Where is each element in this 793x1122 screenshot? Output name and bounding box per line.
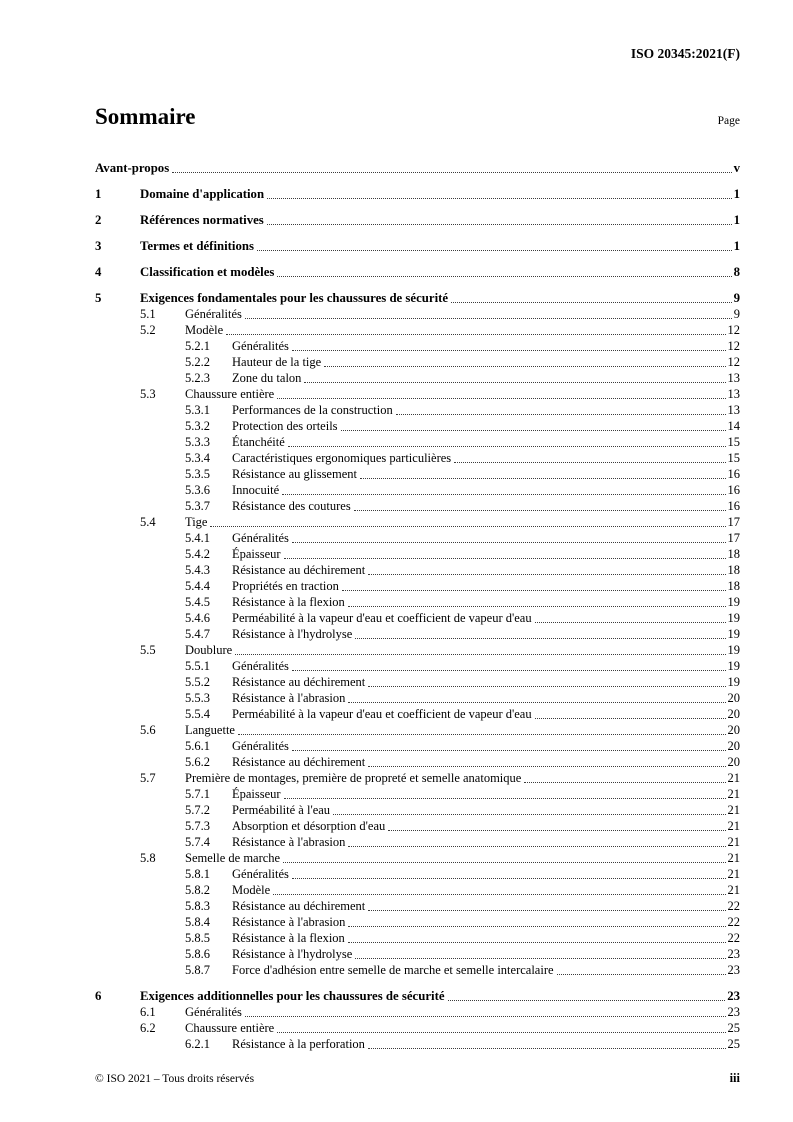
toc-entry-page: 9 xyxy=(733,307,740,321)
toc-entry-number: 3 xyxy=(95,239,102,253)
dot-leader xyxy=(292,878,726,879)
toc-entry-page: 21 xyxy=(727,867,740,881)
toc-entry xyxy=(95,754,740,770)
toc-heading xyxy=(95,104,740,130)
toc-entry-label: Généralités xyxy=(185,1005,242,1019)
toc-entry-number: 5.7.3 xyxy=(185,819,210,833)
toc-entry xyxy=(95,370,740,386)
page-footer xyxy=(95,1071,740,1086)
toc-entry-page: 23 xyxy=(727,1005,740,1019)
dot-leader xyxy=(454,462,725,463)
toc-entry-page: 16 xyxy=(727,483,740,497)
dot-leader xyxy=(348,606,726,607)
document-reference: ISO 20345:2021(F) xyxy=(630,46,740,61)
toc-entry xyxy=(95,186,740,202)
toc-entry-label: Épaisseur xyxy=(232,547,281,561)
toc-entry xyxy=(95,946,740,962)
toc-entry xyxy=(95,626,740,642)
toc-entry-page: 13 xyxy=(727,371,740,385)
dot-leader xyxy=(342,590,726,591)
toc-entry-label: Résistance à la perforation xyxy=(232,1037,365,1051)
toc-entry-number: 5.7.1 xyxy=(185,787,210,801)
toc-entry-page: 8 xyxy=(733,265,740,279)
toc-entry-number: 5.8 xyxy=(140,851,156,865)
toc-entry-page: 13 xyxy=(727,403,740,417)
toc-entry xyxy=(95,834,740,850)
toc-entry-label: Résistance à l'abrasion xyxy=(232,691,346,705)
toc-entry xyxy=(95,658,740,674)
dot-leader xyxy=(368,910,725,911)
toc-entry-label: Références normatives xyxy=(140,213,264,227)
toc-entry-label: Résistance au glissement xyxy=(232,467,357,481)
toc-entry xyxy=(95,322,740,338)
toc-entry xyxy=(95,418,740,434)
toc-entry-label: Languette xyxy=(185,723,235,737)
toc-entry-label: Généralités xyxy=(232,531,289,545)
toc-entry-label: Avant-propos xyxy=(95,161,170,175)
dot-leader xyxy=(284,558,726,559)
toc-entry xyxy=(95,642,740,658)
toc-entry-label: Perméabilité à l'eau xyxy=(232,803,331,817)
page-number-folio: iii xyxy=(729,1071,740,1085)
toc-entry-label: Résistance à la flexion xyxy=(232,931,345,945)
toc-entry-label: Performances de la construction xyxy=(232,403,393,417)
toc-entry xyxy=(95,212,740,228)
dot-leader xyxy=(277,276,731,277)
dot-leader xyxy=(210,526,725,527)
toc-entry-page: 25 xyxy=(727,1021,740,1035)
toc-entry-label: Généralités xyxy=(185,307,242,321)
toc-entry-label: Résistance au déchirement xyxy=(232,755,366,769)
dot-leader xyxy=(368,766,725,767)
dot-leader xyxy=(368,686,725,687)
toc-entry-number: 5.5 xyxy=(140,643,156,657)
toc-entry xyxy=(95,850,740,866)
dot-leader xyxy=(245,1016,726,1017)
toc-entry-number: 5.5.2 xyxy=(185,675,210,689)
dot-leader xyxy=(284,798,726,799)
toc-entry-number: 5.7.4 xyxy=(185,835,210,849)
toc-entry xyxy=(95,354,740,370)
toc-entry-label: Chaussure entière xyxy=(185,387,275,401)
toc-entry-page: 19 xyxy=(727,659,740,673)
toc-entry-page: 15 xyxy=(727,435,740,449)
toc-entry-number: 5.8.7 xyxy=(185,963,210,977)
toc-entry-page: 15 xyxy=(727,451,740,465)
toc-entry-label: Résistance à la flexion xyxy=(232,595,345,609)
toc-entry-label: Absorption et désorption d'eau xyxy=(232,819,386,833)
dot-leader xyxy=(292,750,726,751)
dot-leader xyxy=(288,446,726,447)
toc-entry-number: 5.3.6 xyxy=(185,483,210,497)
toc-entry-label: Résistance à l'abrasion xyxy=(232,915,346,929)
dot-leader xyxy=(348,846,725,847)
toc-entry xyxy=(95,610,740,626)
toc-entry-label: Classification et modèles xyxy=(140,265,275,279)
toc-entry-page: 9 xyxy=(733,291,740,305)
toc-entry-page: 23 xyxy=(727,947,740,961)
toc-entry xyxy=(95,988,740,1004)
toc-entry-label: Généralités xyxy=(232,739,289,753)
toc-entry-number: 5.3.1 xyxy=(185,403,210,417)
toc-entry-label: Perméabilité à la vapeur d'eau et coefficient de vapeur d'eau xyxy=(232,611,532,625)
toc-entry-number: 5.2.2 xyxy=(185,355,210,369)
dot-leader xyxy=(368,574,725,575)
toc-entry xyxy=(95,434,740,450)
toc-entry-page: 12 xyxy=(727,355,740,369)
toc-entry-page: 16 xyxy=(727,499,740,513)
toc-entry-number: 5.4.1 xyxy=(185,531,210,545)
toc-entry-label: Résistance des coutures xyxy=(232,499,351,513)
toc-entry-number: 5.5.1 xyxy=(185,659,210,673)
toc-entry-page: 20 xyxy=(727,723,740,737)
toc-entry-page: 19 xyxy=(727,675,740,689)
toc-entry-label: Propriétés en traction xyxy=(232,579,339,593)
toc-entry xyxy=(95,530,740,546)
toc-entry-label: Résistance au déchirement xyxy=(232,563,366,577)
toc-entry-label: Exigences fondamentales pour les chaussures de sécurité xyxy=(140,291,449,305)
toc-entry-label: Caractéristiques ergonomiques particulières xyxy=(232,451,452,465)
toc-entry-number: 5.4.4 xyxy=(185,579,210,593)
toc-entry-page: 20 xyxy=(727,755,740,769)
toc-entry-number: 5.1 xyxy=(140,307,156,321)
toc-entry-label: Force d'adhésion entre semelle de marche et semelle intercalaire xyxy=(232,963,554,977)
toc-entry-number: 1 xyxy=(95,187,102,201)
toc-entry-label: Exigences additionnelles pour les chaussures de sécurité xyxy=(140,989,445,1003)
toc-entry-page: 18 xyxy=(727,563,740,577)
toc-entry xyxy=(95,264,740,280)
toc-entry-number: 2 xyxy=(95,213,102,227)
dot-leader xyxy=(354,510,726,511)
toc-entry xyxy=(95,450,740,466)
toc-entry-number: 5.8.2 xyxy=(185,883,210,897)
toc-entry-number: 5.2 xyxy=(140,323,156,337)
dot-leader xyxy=(348,702,725,703)
toc-entry-number: 5.4.7 xyxy=(185,627,210,641)
toc-entry-number: 5.3.4 xyxy=(185,451,210,465)
toc-entry-number: 5.8.1 xyxy=(185,867,210,881)
dot-leader xyxy=(333,814,725,815)
toc-entry-label: Généralités xyxy=(232,659,289,673)
toc-entry-label: Termes et définitions xyxy=(140,239,254,253)
toc-entry-page: 19 xyxy=(727,611,740,625)
dot-leader xyxy=(348,926,725,927)
dot-leader xyxy=(238,734,726,735)
toc-entry-label: Hauteur de la tige xyxy=(232,355,322,369)
toc-entry xyxy=(95,306,740,322)
dot-leader xyxy=(292,350,726,351)
toc-entry-page: 14 xyxy=(727,419,740,433)
toc-entry-page: 21 xyxy=(727,883,740,897)
toc-entry-number: 5.8.5 xyxy=(185,931,210,945)
toc-entry-number: 5.3 xyxy=(140,387,156,401)
toc-entry-page: 22 xyxy=(727,931,740,945)
toc-entry-page: 21 xyxy=(727,851,740,865)
dot-leader xyxy=(535,622,726,623)
toc-entry-label: Modèle xyxy=(232,883,271,897)
toc-entry xyxy=(95,1020,740,1036)
toc-entry xyxy=(95,930,740,946)
toc-entry-page: v xyxy=(733,161,740,175)
toc-entry-number: 5.4.2 xyxy=(185,547,210,561)
toc-entry xyxy=(95,482,740,498)
dot-leader xyxy=(277,398,725,399)
toc-entry-page: 18 xyxy=(727,579,740,593)
dot-leader xyxy=(341,430,726,431)
toc-entry xyxy=(95,738,740,754)
toc-entry-page: 20 xyxy=(727,739,740,753)
toc-entry-number: 6.2.1 xyxy=(185,1037,210,1051)
dot-leader xyxy=(448,1000,726,1001)
dot-leader xyxy=(267,198,732,199)
toc-entry-page: 1 xyxy=(733,187,740,201)
toc-entry-page: 1 xyxy=(733,239,740,253)
dot-leader xyxy=(360,478,726,479)
toc-entry xyxy=(95,466,740,482)
toc-entry xyxy=(95,594,740,610)
toc-entry-label: Résistance à l'abrasion xyxy=(232,835,346,849)
toc-entry-number: 5.4.5 xyxy=(185,595,210,609)
toc-entry-number: 5.7.2 xyxy=(185,803,210,817)
dot-leader xyxy=(172,172,731,173)
toc-entry-label: Étanchéité xyxy=(232,435,285,449)
toc-entry-label: Épaisseur xyxy=(232,787,281,801)
toc-entry-page: 22 xyxy=(727,899,740,913)
toc-entry-label: Semelle de marche xyxy=(185,851,281,865)
toc-entry xyxy=(95,402,740,418)
toc-entry-number: 5.4 xyxy=(140,515,156,529)
dot-leader xyxy=(245,318,732,319)
toc-entry xyxy=(95,786,740,802)
toc-entry-label: Zone du talon xyxy=(232,371,302,385)
toc-entry xyxy=(95,882,740,898)
dot-leader xyxy=(396,414,726,415)
toc-entry xyxy=(95,338,740,354)
toc-entry-page: 12 xyxy=(727,339,740,353)
dot-leader xyxy=(451,302,732,303)
toc-entry-page: 18 xyxy=(727,547,740,561)
toc-entry-page: 13 xyxy=(727,387,740,401)
toc-entry xyxy=(95,578,740,594)
toc-entry xyxy=(95,498,740,514)
toc-entry-page: 16 xyxy=(727,467,740,481)
toc-entry-page: 20 xyxy=(727,691,740,705)
dot-leader xyxy=(557,974,726,975)
toc-entry-page: 19 xyxy=(727,595,740,609)
toc-entry-page: 21 xyxy=(727,835,740,849)
toc-entry-number: 5.5.3 xyxy=(185,691,210,705)
toc-entry xyxy=(95,562,740,578)
toc-entry-number: 5.8.6 xyxy=(185,947,210,961)
toc-entry-label: Résistance au déchirement xyxy=(232,675,366,689)
toc-entry-number: 5.4.3 xyxy=(185,563,210,577)
toc-entry xyxy=(95,238,740,254)
toc-entry-number: 5.5.4 xyxy=(185,707,210,721)
toc-entry-page: 23 xyxy=(727,989,740,1003)
toc-entry xyxy=(95,914,740,930)
toc-entry xyxy=(95,160,740,176)
toc-entry-number: 5.6.1 xyxy=(185,739,210,753)
toc-entry xyxy=(95,386,740,402)
dot-leader xyxy=(235,654,725,655)
toc-entry-label: Résistance à l'hydrolyse xyxy=(232,947,353,961)
dot-leader xyxy=(368,1048,726,1049)
toc-entry-label: Protection des orteils xyxy=(232,419,338,433)
toc-entry-page: 1 xyxy=(733,213,740,227)
dot-leader xyxy=(273,894,725,895)
toc-entry-number: 5.3.2 xyxy=(185,419,210,433)
dot-leader xyxy=(355,638,725,639)
toc-entry-number: 5.4.6 xyxy=(185,611,210,625)
toc-entry-page: 19 xyxy=(727,643,740,657)
toc-entry-number: 5 xyxy=(95,291,102,305)
toc-entry xyxy=(95,770,740,786)
toc-entry xyxy=(95,674,740,690)
toc-entry-number: 6 xyxy=(95,989,102,1003)
dot-leader xyxy=(348,942,726,943)
dot-leader xyxy=(283,862,725,863)
toc-entry xyxy=(95,1004,740,1020)
toc-entry xyxy=(95,898,740,914)
dot-leader xyxy=(304,382,725,383)
toc-entry-number: 5.7 xyxy=(140,771,156,785)
toc-entry xyxy=(95,706,740,722)
toc-entry-page: 17 xyxy=(727,515,740,529)
toc-entry xyxy=(95,514,740,530)
toc-entry-number: 5.3.7 xyxy=(185,499,210,513)
dot-leader xyxy=(324,366,725,367)
dot-leader xyxy=(257,250,732,251)
toc-entry-label: Chaussure entière xyxy=(185,1021,275,1035)
dot-leader xyxy=(535,718,726,719)
toc-entry-number: 6.1 xyxy=(140,1005,156,1019)
dot-leader xyxy=(282,494,725,495)
toc-entry-number: 6.2 xyxy=(140,1021,156,1035)
toc-entry-number: 4 xyxy=(95,265,102,279)
toc-entry-label: Doublure xyxy=(185,643,233,657)
toc-entry-label: Innocuité xyxy=(232,483,280,497)
toc-entry xyxy=(95,802,740,818)
toc-entry-page: 21 xyxy=(727,787,740,801)
toc-entry-number: 5.6 xyxy=(140,723,156,737)
toc-entry-page: 23 xyxy=(727,963,740,977)
toc-entry xyxy=(95,962,740,978)
toc-entry-label: Généralités xyxy=(232,867,289,881)
toc-entry xyxy=(95,866,740,882)
toc-entry-page: 20 xyxy=(727,707,740,721)
toc-entry-page: 25 xyxy=(727,1037,740,1051)
toc-entry-label: Résistance au déchirement xyxy=(232,899,366,913)
toc-entry-number: 5.2.3 xyxy=(185,371,210,385)
toc-entry-page: 17 xyxy=(727,531,740,545)
toc-entry-label: Modèle xyxy=(185,323,224,337)
toc-entry xyxy=(95,690,740,706)
page-title: Sommaire xyxy=(95,104,196,129)
toc-entry-number: 5.8.3 xyxy=(185,899,210,913)
page-column-label: Page xyxy=(717,115,740,127)
toc-entry-number: 5.6.2 xyxy=(185,755,210,769)
toc-entry-label: Perméabilité à la vapeur d'eau et coefficient de vapeur d'eau xyxy=(232,707,532,721)
toc-entry xyxy=(95,290,740,306)
toc-entry-label: Domaine d'application xyxy=(140,187,265,201)
toc-entry xyxy=(95,546,740,562)
toc-entry-page: 22 xyxy=(727,915,740,929)
dot-leader xyxy=(388,830,725,831)
toc-entry-number: 5.8.4 xyxy=(185,915,210,929)
copyright-notice: © ISO 2021 – Tous droits réservés xyxy=(95,1073,255,1085)
toc-entry-number: 5.3.5 xyxy=(185,467,210,481)
table-of-contents xyxy=(95,150,740,1052)
dot-leader xyxy=(277,1032,725,1033)
dot-leader xyxy=(292,542,726,543)
toc-entry-page: 21 xyxy=(727,819,740,833)
toc-entry xyxy=(95,722,740,738)
toc-entry-label: Première de montages, première de propreté et semelle anatomique xyxy=(185,771,522,785)
toc-entry-label: Tige xyxy=(185,515,208,529)
dot-leader xyxy=(226,334,725,335)
dot-leader xyxy=(524,782,725,783)
toc-entry-page: 12 xyxy=(727,323,740,337)
dot-leader xyxy=(355,958,725,959)
toc-entry-page: 21 xyxy=(727,803,740,817)
toc-entry-page: 21 xyxy=(727,771,740,785)
toc-entry-number: 5.2.1 xyxy=(185,339,210,353)
toc-entry xyxy=(95,1036,740,1052)
toc-entry xyxy=(95,818,740,834)
toc-entry-label: Généralités xyxy=(232,339,289,353)
toc-entry-label: Résistance à l'hydrolyse xyxy=(232,627,353,641)
dot-leader xyxy=(292,670,726,671)
dot-leader xyxy=(267,224,732,225)
toc-entry-number: 5.3.3 xyxy=(185,435,210,449)
toc-entry-page: 19 xyxy=(727,627,740,641)
